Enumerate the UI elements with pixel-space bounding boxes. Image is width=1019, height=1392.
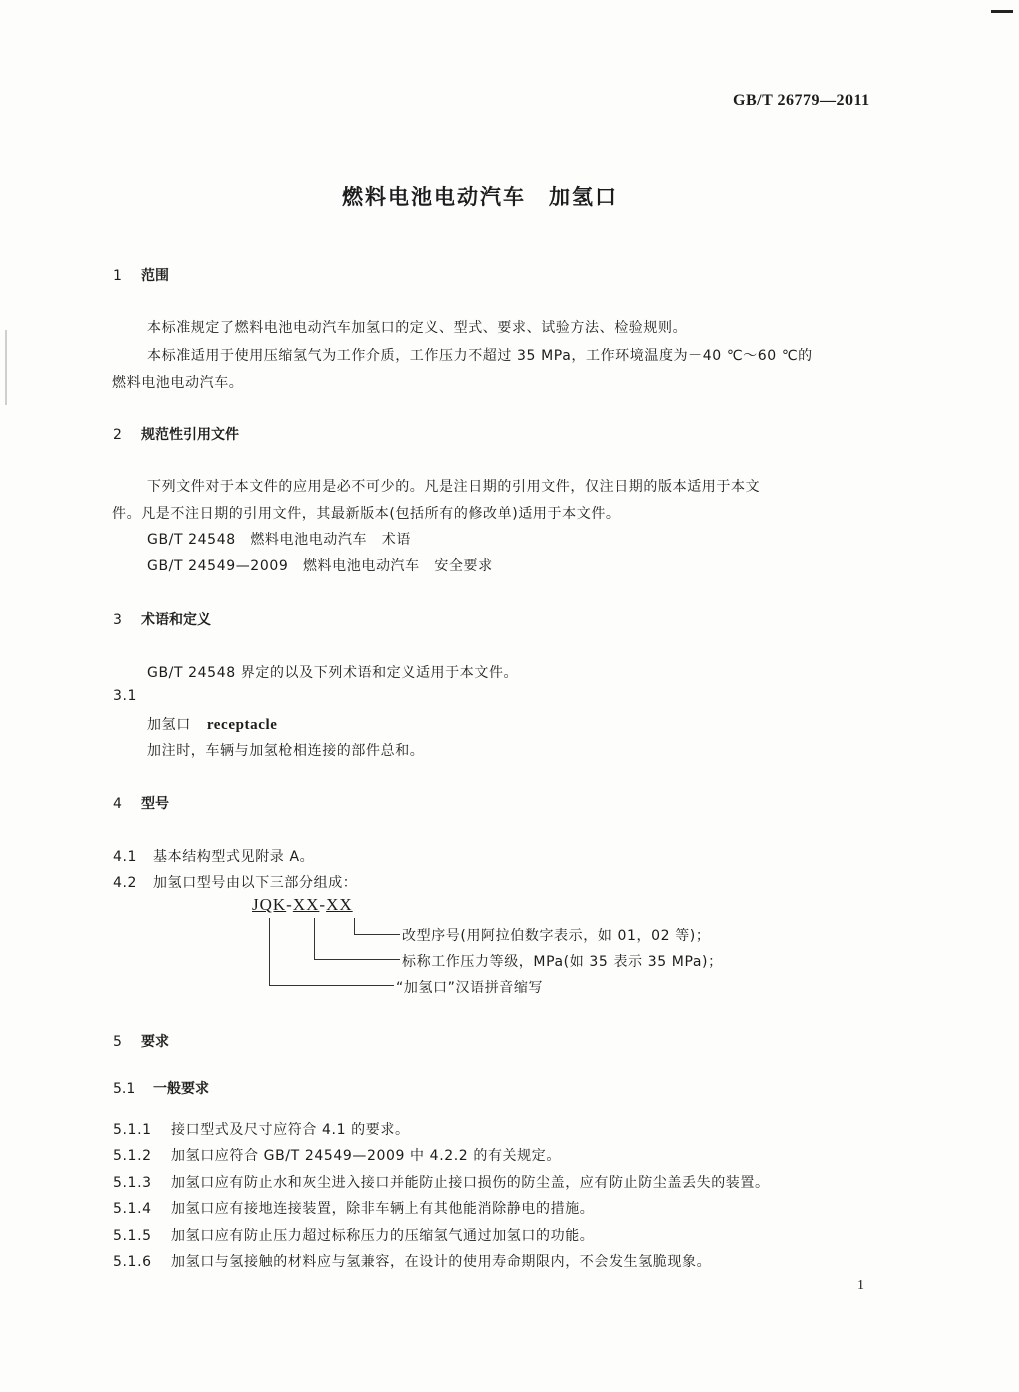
clause bbox=[113, 1225, 594, 1245]
section-number: 2 bbox=[113, 427, 122, 443]
section-1-heading bbox=[113, 265, 169, 285]
model-code-part-pressure: XX bbox=[292, 895, 320, 914]
subsection-5-1-heading bbox=[113, 1078, 209, 1098]
connector-line bbox=[314, 918, 315, 959]
clause bbox=[113, 1145, 561, 1165]
clause-text: 加氢口型号由以下三部分组成： bbox=[153, 875, 358, 891]
document-title: 燃料电池电动汽车 加氢口 bbox=[342, 185, 618, 209]
section-number: 1 bbox=[113, 268, 122, 284]
connector-line bbox=[354, 934, 400, 935]
clause-number: 4.2 bbox=[113, 875, 138, 891]
reference-code: GB/T 24549—2009 bbox=[147, 558, 289, 574]
section-3-heading bbox=[113, 609, 211, 629]
clause-number: 5.1.3 bbox=[113, 1175, 152, 1191]
connector-line bbox=[314, 959, 400, 960]
page-number: 1 bbox=[857, 1278, 864, 1293]
clause-number: 5.1.6 bbox=[113, 1254, 152, 1270]
term-definition: 加注时，车辆与加氢枪相连接的部件总和。 bbox=[147, 743, 425, 759]
model-code-separator: - bbox=[319, 895, 327, 914]
reference-title: 燃料电池电动汽车 安全要求 bbox=[302, 558, 493, 574]
clause bbox=[113, 1251, 711, 1271]
reference-code: GB/T 24548 bbox=[147, 532, 236, 548]
clause bbox=[113, 1198, 594, 1218]
clause-number: 5.1.4 bbox=[113, 1201, 152, 1217]
subsection-number: 5.1 bbox=[113, 1081, 136, 1097]
clause-text: 加氢口应有接地连接装置，除非车辆上有其他能消除静电的措施。 bbox=[171, 1201, 595, 1217]
section-number: 3 bbox=[113, 612, 122, 628]
section-number: 4 bbox=[113, 796, 122, 812]
crop-mark bbox=[991, 10, 1013, 13]
section-5-heading bbox=[113, 1031, 169, 1051]
reference-item bbox=[147, 529, 411, 549]
paragraph: 本标准规定了燃料电池电动汽车加氢口的定义、型式、要求、试验方法、检验规则。 bbox=[147, 320, 688, 336]
section-title: 术语和定义 bbox=[141, 612, 211, 628]
model-code-separator: - bbox=[286, 895, 293, 914]
clause-text: 基本结构型式见附录 A。 bbox=[153, 849, 315, 865]
model-code-part-revision: XX bbox=[326, 895, 353, 914]
reference-title: 燃料电池电动汽车 术语 bbox=[250, 532, 411, 548]
scan-edge-mark bbox=[5, 330, 7, 405]
connector-line bbox=[269, 985, 394, 986]
reference-item bbox=[147, 555, 493, 575]
section-number: 5 bbox=[113, 1034, 122, 1050]
model-label-revision: 改型序号(用阿拉伯数字表示，如 01，02 等)； bbox=[402, 928, 711, 944]
clause-text: 加氢口应符合 GB/T 24549—2009 中 4.2.2 的有关规定。 bbox=[171, 1148, 561, 1164]
section-2-heading bbox=[113, 424, 239, 444]
clause-text: 接口型式及尺寸应符合 4.1 的要求。 bbox=[171, 1122, 410, 1138]
term-chinese: 加氢口 bbox=[147, 717, 191, 733]
section-4-heading bbox=[113, 793, 169, 813]
model-label-pressure: 标称工作压力等级，MPa(如 35 表示 35 MPa)； bbox=[402, 954, 723, 970]
connector-line bbox=[269, 918, 270, 985]
paragraph: 下列文件对于本文件的应用是必不可少的。凡是注日期的引用文件，仅注日期的版本适用于本文 bbox=[147, 479, 761, 495]
paragraph: GB/T 24548 界定的以及下列术语和定义适用于本文件。 bbox=[147, 665, 519, 681]
paragraph-continued: 燃料电池电动汽车。 bbox=[112, 375, 244, 391]
clause-number: 5.1.1 bbox=[113, 1122, 152, 1138]
term-english: receptacle bbox=[206, 717, 278, 733]
standard-number: GB/T 26779—2011 bbox=[733, 92, 870, 109]
section-title: 要求 bbox=[141, 1034, 169, 1050]
clause-text: 加氢口应有防止水和灰尘进入接口并能防止接口损伤的防尘盖，应有防止防尘盖丢失的装置。 bbox=[171, 1175, 770, 1191]
clause-text: 加氢口与氢接触的材料应与氢兼容，在设计的使用寿命期限内，不会发生氢脆现象。 bbox=[171, 1254, 712, 1270]
clause bbox=[113, 872, 357, 892]
clause-text: 加氢口应有防止压力超过标称压力的压缩氢气通过加氢口的功能。 bbox=[171, 1228, 595, 1244]
clause bbox=[113, 1119, 410, 1139]
paragraph-continued: 件。凡是不注日期的引用文件，其最新版本(包括所有的修改单)适用于本文件。 bbox=[112, 506, 621, 522]
model-label-abbreviation: “加氢口”汉语拼音缩写 bbox=[396, 980, 544, 996]
term-entry bbox=[147, 714, 278, 734]
clause bbox=[113, 1172, 770, 1192]
paragraph: 本标准适用于使用压缩氢气为工作介质，工作压力不超过 35 MPa，工作环境温度为－40 ℃～60 ℃的 bbox=[147, 348, 813, 364]
section-title: 规范性引用文件 bbox=[141, 427, 239, 443]
model-code-part-jqk: JQK bbox=[252, 895, 287, 914]
clause bbox=[113, 846, 314, 866]
term-number: 3.1 bbox=[113, 688, 138, 704]
section-title: 范围 bbox=[141, 268, 169, 284]
clause-number: 5.1.5 bbox=[113, 1228, 152, 1244]
section-title: 型号 bbox=[141, 796, 169, 812]
model-code bbox=[252, 895, 353, 915]
subsection-title: 一般要求 bbox=[153, 1081, 209, 1097]
clause-number: 5.1.2 bbox=[113, 1148, 152, 1164]
connector-line bbox=[354, 918, 355, 934]
clause-number: 4.1 bbox=[113, 849, 138, 865]
